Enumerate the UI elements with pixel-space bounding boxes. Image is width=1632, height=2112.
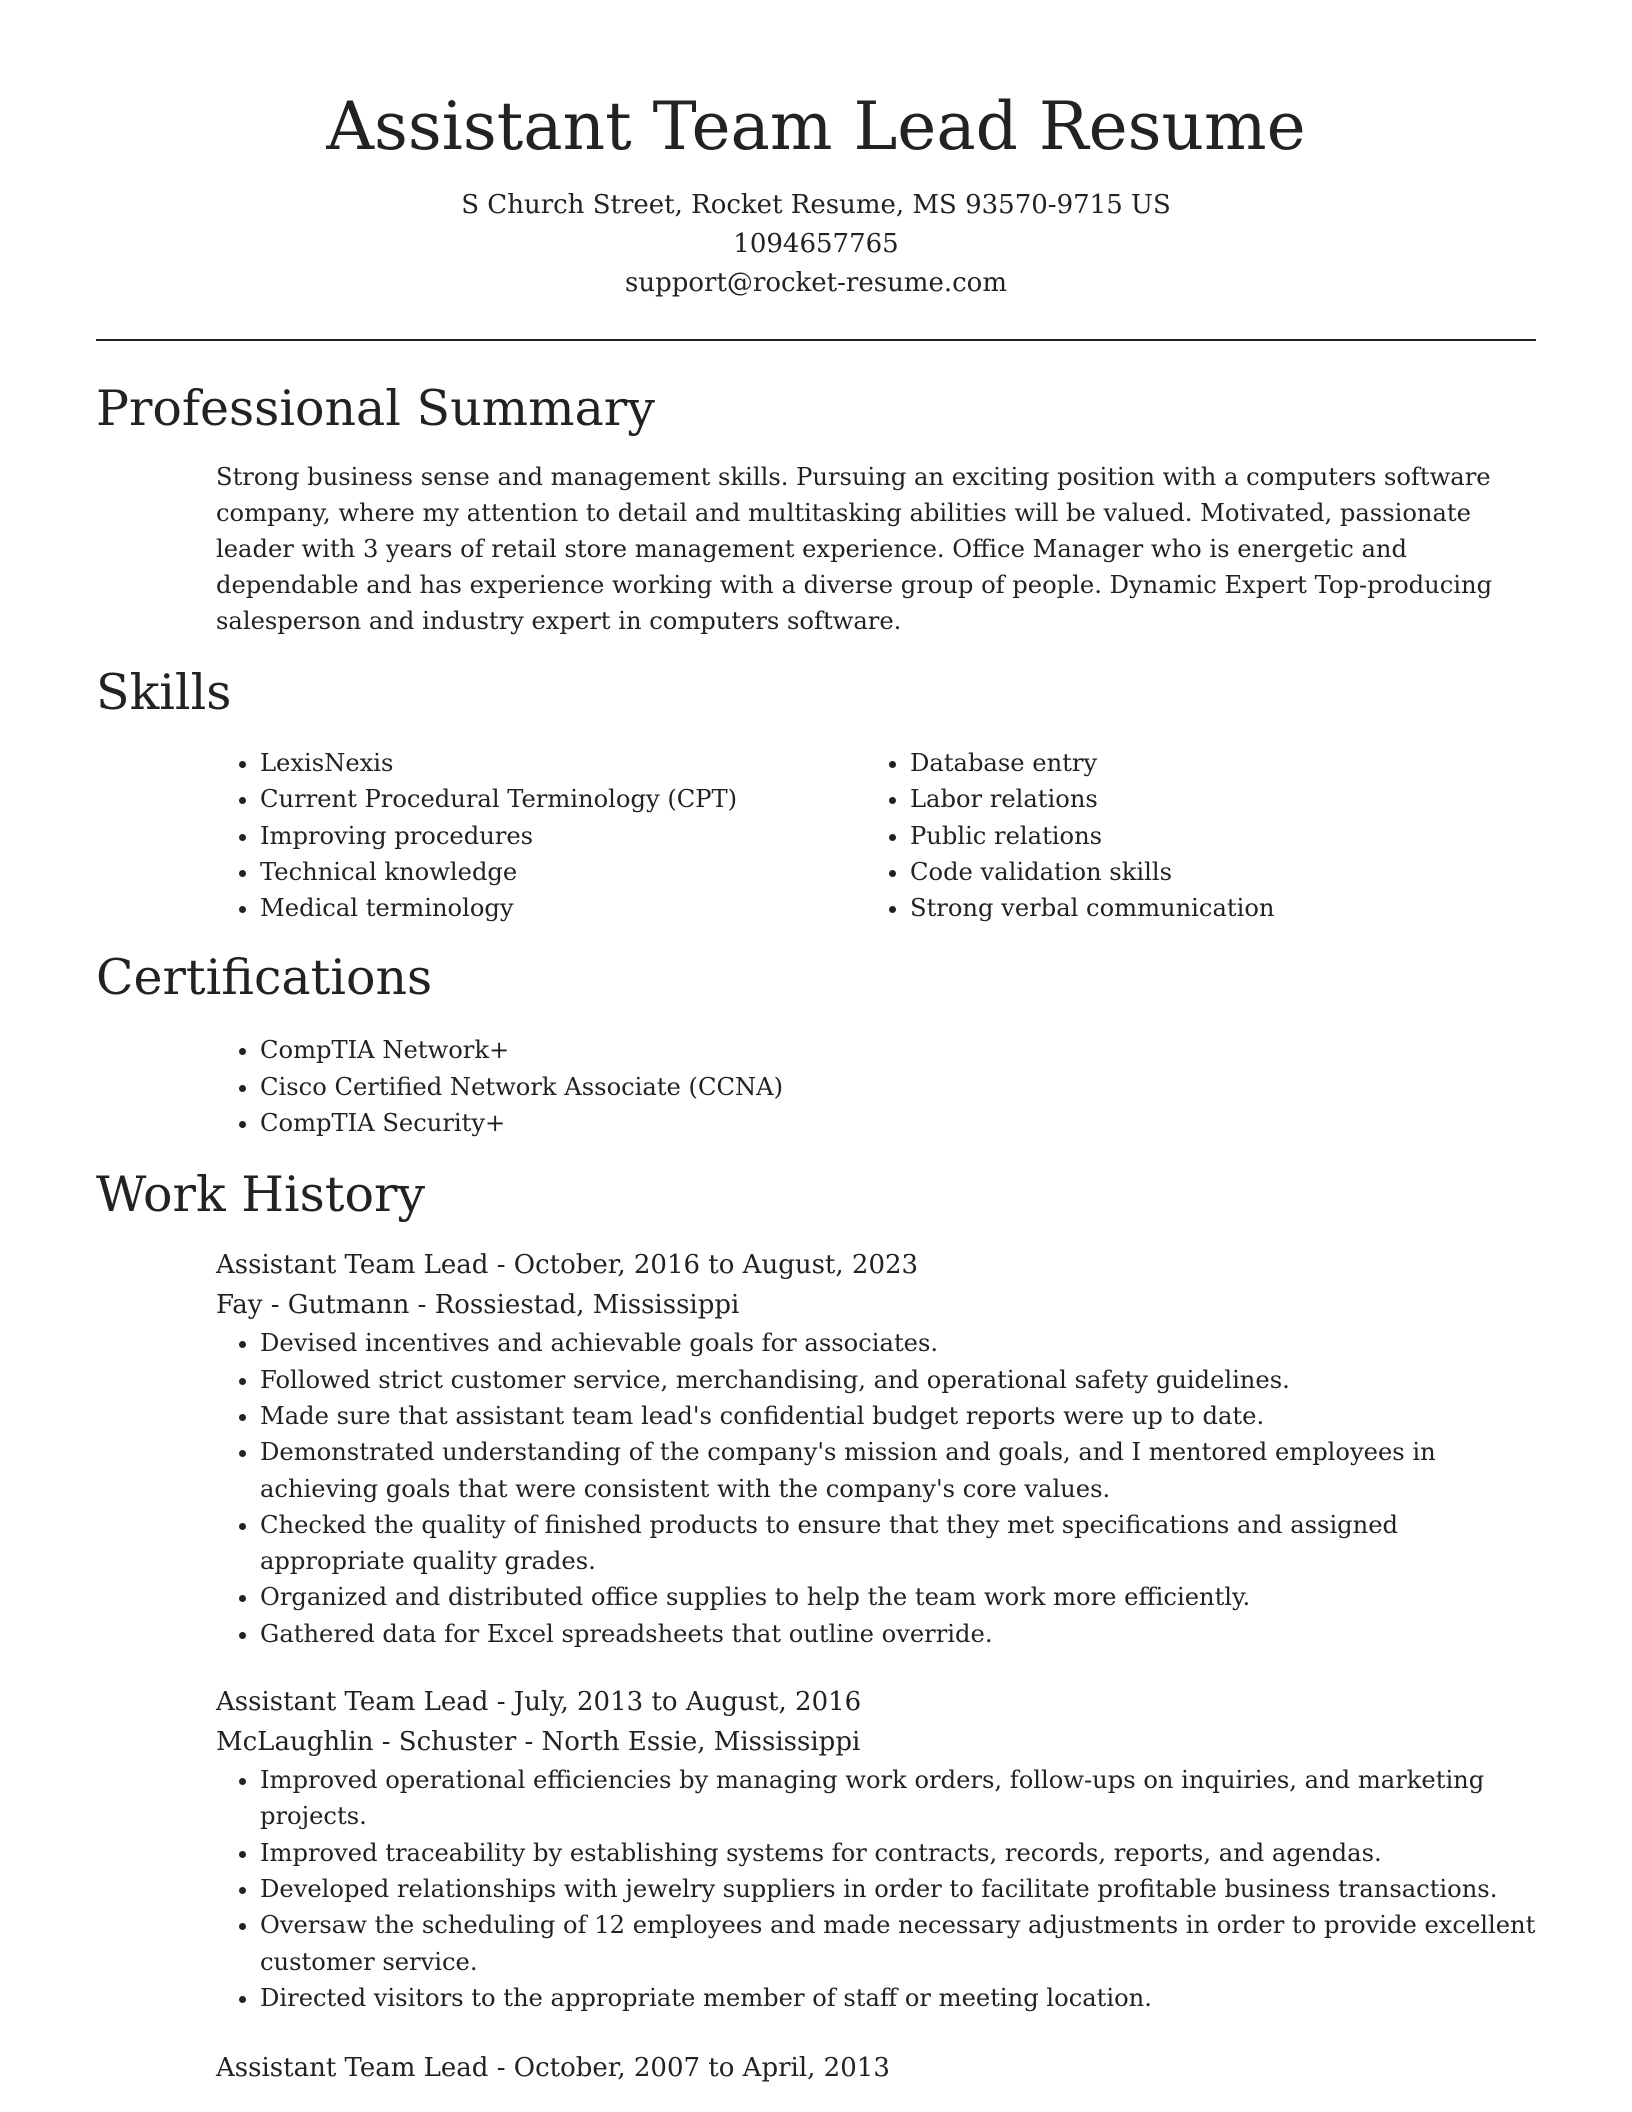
- certifications-list: [216, 1032, 1536, 1141]
- job-company-line: Fay - Gutmann - Rossiestad, Mississippi: [216, 1290, 740, 1321]
- skill-item: • Public relations: [910, 818, 1516, 854]
- job-bullet: • Made sure that assistant team lead's confidential budget reports were up to date.: [260, 1398, 1536, 1434]
- resume-page: [96, 0, 1536, 2088]
- job-bullet: • Checked the quality of finished products to ensure that they met specifications and assigned appropriate quality grades.: [260, 1507, 1536, 1580]
- job-bullets: [216, 1325, 1536, 1652]
- job-bullet: • Developed relationships with jewelry suppliers in order to facilitate profitable business transactions.: [260, 1871, 1536, 1907]
- job-title-line: Assistant Team Lead - October, 2007 to April, 2013: [216, 2053, 890, 2084]
- job-bullet: • Improved operational efficiencies by managing work orders, follow-ups on inquiries, and marketing projects.: [260, 1762, 1536, 1835]
- certification-item: • Cisco Certified Network Associate (CCNA): [260, 1069, 1536, 1105]
- skill-item: • Improving procedures: [260, 818, 866, 854]
- contact-block: [96, 186, 1536, 303]
- job-bullet: • Demonstrated understanding of the company's mission and goals, and I mentored employees in achieving goals that were consistent with the company's core values.: [260, 1434, 1536, 1507]
- job-entry: [216, 2048, 1536, 2088]
- certifications-heading: Certifications: [96, 949, 433, 1007]
- skill-item: • Current Procedural Terminology (CPT): [260, 781, 866, 817]
- skill-item: • Technical knowledge: [260, 854, 866, 890]
- skills-heading: Skills: [96, 664, 232, 721]
- skill-item: • Strong verbal communication: [910, 890, 1516, 926]
- job-bullet: • Followed strict customer service, merchandising, and operational safety guidelines.: [260, 1362, 1536, 1398]
- job-bullet: • Oversaw the scheduling of 12 employees and made necessary adjustments in order to provide excellent customer service.: [260, 1907, 1536, 1980]
- skills-list-left: [216, 745, 866, 926]
- skills-columns: [216, 745, 1536, 926]
- skill-item: • LexisNexis: [260, 745, 866, 781]
- skill-item: • Database entry: [910, 745, 1516, 781]
- skills-list-right: [866, 745, 1516, 926]
- skill-item: • Labor relations: [910, 781, 1516, 817]
- job-title-line: Assistant Team Lead - October, 2016 to August, 2023: [216, 1250, 919, 1281]
- summary-heading: Professional Summary: [96, 380, 655, 437]
- job-company-line: McLaughlin - Schuster - North Essie, Mississippi: [216, 1727, 861, 1758]
- skill-item: • Medical terminology: [260, 890, 866, 926]
- contact-email: support@rocket-resume.com: [624, 268, 1007, 298]
- summary-text: Strong business sense and management skills. Pursuing an exciting position with a computers software company, where my attention to detail and multitasking abilities will be valued. Motivated, passionate leader with 3 years of retail store management experience. Office Manager who is energetic and dependable and has experience working with a diverse group of people. Dynamic Expert Top-producing salesperson and industry expert in computers software.: [216, 463, 1493, 635]
- certification-item: • CompTIA Security+: [260, 1105, 1536, 1141]
- header-divider: [96, 339, 1536, 341]
- resume-title: Assistant Team Lead Resume: [326, 88, 1306, 165]
- contact-address: S Church Street, Rocket Resume, MS 93570-9715 US: [461, 190, 1171, 220]
- job-entry: [216, 1682, 1536, 2016]
- certifications-items: [216, 1032, 1536, 1141]
- job-bullet: • Directed visitors to the appropriate member of staff or meeting location.: [260, 1980, 1536, 2016]
- job-entry: [216, 1245, 1536, 1652]
- job-bullet: • Improved traceability by establishing systems for contracts, records, reports, and agendas.: [260, 1835, 1536, 1871]
- certification-item: • CompTIA Network+: [260, 1032, 1536, 1068]
- work-history-heading: Work History: [96, 1166, 426, 1224]
- job-title-line: Assistant Team Lead - July, 2013 to August, 2016: [216, 1687, 862, 1718]
- job-bullet: • Devised incentives and achievable goals for associates.: [260, 1325, 1536, 1361]
- job-bullets: [216, 1762, 1536, 2016]
- contact-phone: 1094657765: [733, 229, 899, 259]
- job-bullet: • Organized and distributed office supplies to help the team work more efficiently.: [260, 1579, 1536, 1615]
- skill-item: • Code validation skills: [910, 854, 1516, 890]
- job-bullet: • Gathered data for Excel spreadsheets that outline override.: [260, 1616, 1536, 1652]
